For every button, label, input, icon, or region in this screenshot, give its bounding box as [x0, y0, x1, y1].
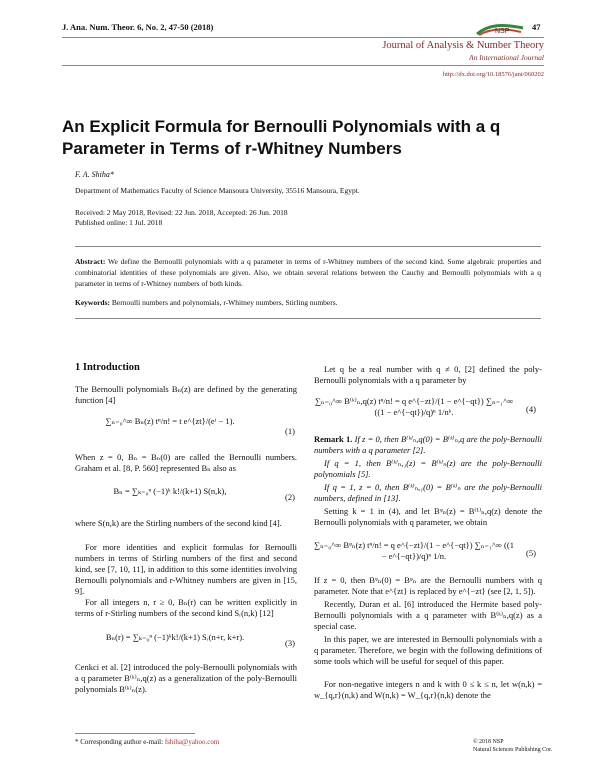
- doi-link[interactable]: http://dx.doi.org/10.18576/jant/060202: [442, 71, 544, 78]
- publisher-logo: [475, 22, 525, 36]
- corresponding-label: * Corresponding author e-mail:: [75, 738, 164, 746]
- dates: [75, 208, 288, 228]
- intro-paragraph-1: The Bernoulli polynomials Bₙ(z) are defined by the generating function [4]: [75, 384, 297, 405]
- equation-4: ∑ₙ₌₀^∞ B⁽ᵏ⁾ₙ,q(z) tⁿ/n! = q e^{−zt}/(1 − e^{−qt}) ∑ₙ₌₁^∞ ((1 − e^{−qt})/q)ⁿ 1/nᵏ.: [314, 396, 514, 417]
- abstract-rule-bottom: [75, 318, 541, 319]
- received-dates: Received: 2 May 2018, Revised: 22 Jun. 2018, Accepted: 26 Jun. 2018: [75, 208, 288, 217]
- footnote-rule: [75, 733, 195, 734]
- equation-1: ∑ₙ₌₀^∞ Bₙ(z) tⁿ/n! = t e^{zt}/(eᵗ − 1).: [105, 416, 235, 426]
- copyright-text: © 2018 NSP: [473, 739, 504, 745]
- remark-3: If q = 1, z = 0, then B⁽ᵏ⁾ₙ,₁(0) = B⁽ᵏ⁾ₙ are the poly-Bernoulli numbers, defined in [13].: [314, 482, 542, 503]
- equation-1-number: (1): [285, 426, 295, 436]
- equation-2-number: (2): [285, 492, 295, 502]
- copyright-block: [473, 738, 552, 754]
- paper-title: [62, 116, 542, 160]
- right-paragraph-1: Let q be a real number with q ≠ 0, [2] defined the poly-Bernoulli polynomials with a q parameter by: [314, 364, 542, 385]
- section-title-introduction: 1 Introduction: [75, 362, 140, 373]
- intro-paragraph-5: For all integers n, r ≥ 0, Bₙ(r) can be written explicitly in terms of r-Stirling numbers of the second kind Sᵣ(n,k) [12]: [75, 597, 297, 618]
- title-line-2: Parameter in Terms of r-Whitney Numbers: [62, 139, 402, 158]
- right-paragraph-2: Setting k = 1 in (4), and let Bᵠₙ(z) = B⁽¹⁾ₙ,q(z) denote the Bernoulli polynomials with q parameter, we obtain: [314, 506, 542, 527]
- intro-paragraph-6: Cenkci et al. [2] introduced the poly-Bernoulli polynomials with a q parameter B⁽ᵏ⁾ₙ,q(z) as a generalization of the poly-Bernoulli polynomials B⁽ᵏ⁾ₙ(z).: [75, 662, 297, 694]
- keywords-text: Bernoulli numbers and polynomials, r-Whitney numbers, Stirling numbers.: [111, 298, 338, 307]
- journal-rule: [62, 65, 544, 66]
- published-date: Published online: 1 Jul. 2018: [75, 218, 163, 227]
- running-header-citation: J. Ana. Num. Theor. 6, No. 2, 47-50 (2018): [62, 22, 214, 32]
- author-email-link[interactable]: fshiha@yahoo.com: [164, 738, 220, 746]
- abstract-label: Abstract:: [75, 257, 106, 266]
- author: F. A. Shiha*: [75, 170, 114, 179]
- right-paragraph-4: Recently, Duran et al. [6] introduced the Hermite based poly-Bernoulli polynomials with a q parameter with B⁽ᵏ⁾ₙ,q(z) as a special case.: [314, 599, 542, 631]
- title-line-1: An Explicit Formula for Bernoulli Polynomials with a q: [62, 117, 501, 136]
- intro-paragraph-4: For more identities and explicit formulas for Bernoulli numbers in terms of Stirling numbers of the first and second kind, see [7, 10, 11], in addition to this some identities involving Bernoulli polynomials and r-Whitney numbers are given in [15, 9].: [75, 542, 297, 596]
- page-number: 47: [532, 22, 541, 32]
- keywords: [75, 298, 541, 307]
- remark-2: If q = 1, then B⁽ᵏ⁾ₙ,₁(z) = B⁽ᵏ⁾ₙ(z) are the poly-Bernoulli polynomials [5].: [314, 458, 542, 479]
- remark-label: Remark 1.: [314, 434, 353, 444]
- journal-name: Journal of Analysis & Number Theory: [382, 40, 544, 51]
- remark-1: [314, 434, 542, 456]
- affiliation: Department of Mathematics Faculty of Science Mansoura University, 35516 Mansoura, Egypt.: [75, 186, 360, 195]
- equation-3-number: (3): [285, 638, 295, 648]
- equation-4-number: (4): [526, 404, 536, 414]
- intro-paragraph-2: When z = 0, Bₙ = Bₙ(0) are called the Bernoulli numbers. Graham et al. [8, P. 560] represented Bₙ also as: [75, 452, 297, 473]
- intro-paragraph-3: where S(n,k) are the Stirling numbers of the second kind [4].: [75, 518, 282, 528]
- abstract-rule-top: [75, 246, 541, 247]
- equation-2: Bₙ = ∑ₖ₌₀ⁿ (−1)ᵏ k!/(k+1) S(n,k),: [113, 486, 227, 496]
- equation-5-number: (5): [526, 548, 536, 558]
- journal-subtitle: An International Journal: [469, 53, 544, 62]
- right-paragraph-3: If z = 0, then Bᵠₙ(0) = Bᵠₙ are the Bernoulli numbers with q parameter. Note that e^{zt} is replaced by e^{−zt} (see [2, 1, 5]).: [314, 575, 542, 596]
- right-paragraph-5: In this paper, we are interested in Bernoulli polynomials with a q parameter. Therefore, we begin with the following definitions of some tools which will be useful for sequel of this paper.: [314, 634, 542, 666]
- remark-1-text: If z = 0, then B⁽ᵏ⁾ₙ,q(0) = B⁽ᵏ⁾ₙ,q are the poly-Bernoulli numbers with a q parameter [2].: [314, 434, 542, 455]
- abstract: [75, 256, 541, 289]
- logo-text: NSP: [495, 28, 510, 35]
- equation-3: Bₙ(r) = ∑ₖ₌₀ⁿ (−1)ᵏk!/(k+1) Sᵣ(n+r, k+r).: [105, 632, 245, 642]
- publisher-name: Natural Sciences Publishing Cor.: [473, 747, 553, 753]
- header-rule: [62, 37, 544, 38]
- keywords-label: Keywords:: [75, 298, 110, 307]
- equation-5: ∑ₙ₌₀^∞ Bᵠₙ(z) tⁿ/n! = q e^{−zt}/(1 − e^{−qt}) ∑ₙ₌₁^∞ ((1 − e^{−qt})/q)ⁿ 1/n.: [314, 540, 514, 561]
- corresponding-author: [75, 738, 219, 746]
- abstract-text: We define the Bernoulli polynomials with a q parameter in terms of r-Whitney numbers of the second kind. Some algebraic properties and combinatorial identities of these polynomials are given. Also, we obtain several relations between the Cauchy and Bernoulli polynomials with a q parameter in terms of r-Whitney numbers of both kinds.: [75, 257, 541, 288]
- right-paragraph-6: For non-negative integers n and k with 0 ≤ k ≤ n, let w(n,k) = w_{q,r}(n,k) and W(n,k) = W_{q,r}(n,k) denote the: [314, 679, 542, 700]
